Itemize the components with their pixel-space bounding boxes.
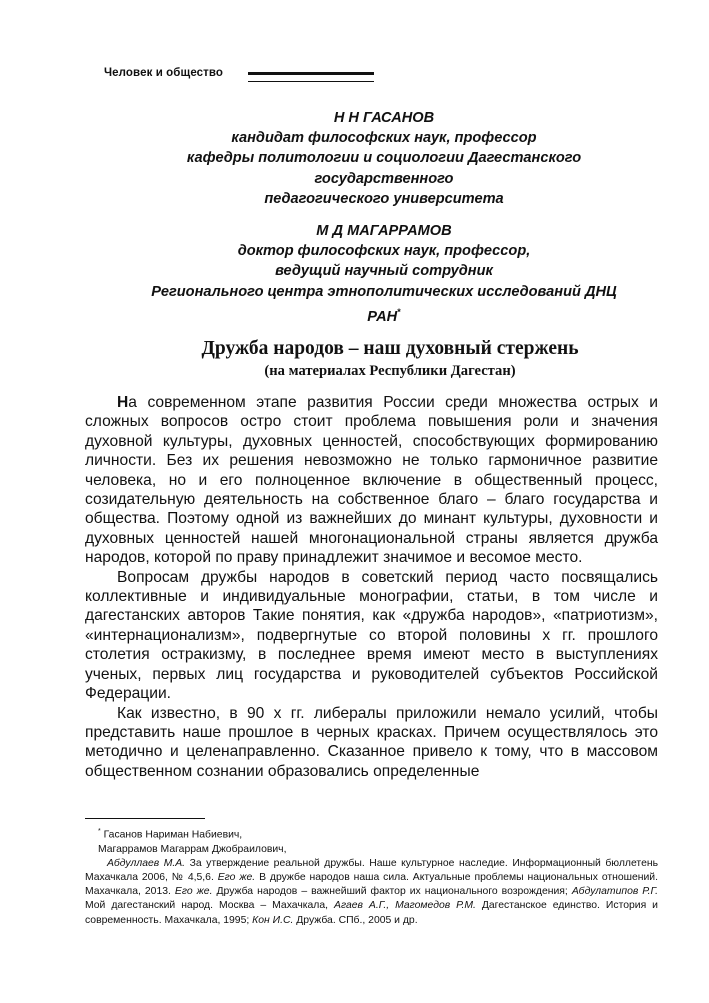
author-1-line: кандидат философских наук, профессор: [231, 130, 537, 147]
author-2-line: Регионального центра этнополитических исследований ДНЦ: [151, 283, 617, 300]
cited-author: Агаев А.Г., Магомедов Р.М.: [334, 900, 476, 912]
author-1-line: педагогического университета: [264, 190, 504, 207]
citation-text: Дружба. СПб., 2005 и др.: [293, 914, 418, 926]
author-1-line: государственного: [314, 170, 454, 187]
article-subtitle: (на материалах Республики Дагестан): [264, 363, 516, 379]
cited-author: Его же.: [217, 872, 256, 884]
citation-text: За утверждение реальной дружбы. Наше культурное наследие. Информационный бюллетень Махачкала 2006, № 4,5,6.: [85, 857, 658, 884]
running-header: Человек и общество: [104, 67, 224, 79]
author-2-line: доктор философских наук, профессор,: [237, 243, 531, 260]
footnote-rule: [85, 818, 205, 819]
paragraph-text: а современном этапе развития России среди множества острых и сложных вопросов остро стоит проблема повышения роли и значения духовной культуры, духовных ценностей, способствующих формированию личности. Без их решения невозможно не только гармоничное развитие человека, но и его полноценное включение в общественный процесс, созидательную деятельность на собственное благо – благо государства и общества. Поэтому одной из важнейших до минант культуры, духовности и духовных ценностей нашей многонациональной страны является дружба народов, которой по праву принадлежит значимое и весомое место.: [85, 394, 658, 567]
header-rule: [248, 72, 374, 82]
author-2: [110, 221, 658, 327]
footnote-2: [85, 857, 658, 928]
paragraph: [85, 393, 658, 568]
citation-text: Дружба народов – важнейший фактор их национального возрождения;: [212, 886, 572, 898]
author-2-line: [110, 302, 658, 327]
footnote-1-cont: Магаррамов Магаррам Джобраилович,: [98, 843, 287, 855]
author-2-line: ведущий научный сотрудник: [275, 263, 493, 280]
author-1-line: кафедры политологии и социологии Дагестанского: [186, 150, 582, 167]
author-2-affiliation-end: РАН: [367, 308, 398, 325]
footnote-text: Гасанов Нариман Набиевич,: [100, 829, 243, 841]
article-title: Дружба народов – наш духовный стержень: [201, 338, 579, 359]
article-body: [85, 393, 658, 781]
footnote-1: [85, 825, 658, 843]
footnotes: [85, 825, 658, 928]
author-block: [110, 108, 658, 327]
author-1-name: Н Н ГАСАНОВ: [333, 110, 435, 126]
cited-author: Абдуллаев М.А.: [107, 857, 186, 869]
cited-author: Кон И.С.: [252, 914, 294, 926]
paragraph: Как известно, в 90 х гг. либералы приложили немало усилий, чтобы представить наше прошлое в черных красках. Причем осуществлялось это методично и целенаправленно. Сказанное привело к тому, что в массовом общественном сознании образовались определенные: [85, 704, 658, 780]
citation-text: Мой дагестанский народ. Москва – Махачкала,: [85, 900, 335, 912]
citation-text: Дагестанское единство. История и современность. Махачкала, 1995;: [85, 900, 658, 926]
footnote-marker: *: [397, 306, 401, 317]
author-2-name: М Д МАГАРРАМОВ: [316, 223, 452, 240]
cited-author: Его же.: [174, 886, 213, 898]
paragraph: Вопросам дружбы народов в советский период часто посвящались коллективные и индивидуальные монографии, статьи, в том числе и дагестанских авторов Такие понятия, как «дружба народов», «патриотизм», «интернационализм», подвергнутые со второй половины х гг. прошлого столетия остракизму, в последнее время имеют место в выступлениях ученых, первых лиц государства и руководителей субъектов Российской Федерации.: [85, 568, 658, 703]
citation-text: В дружбе народов наша сила. Актуальные проблемы национальных отношений. Махачкала, 2013.: [85, 872, 658, 898]
cited-author: Абдулатипов Р.Г.: [571, 886, 658, 898]
footnote-1-marker: *: [98, 828, 101, 835]
initial-letter: Н: [117, 394, 129, 411]
author-1: [110, 108, 658, 209]
